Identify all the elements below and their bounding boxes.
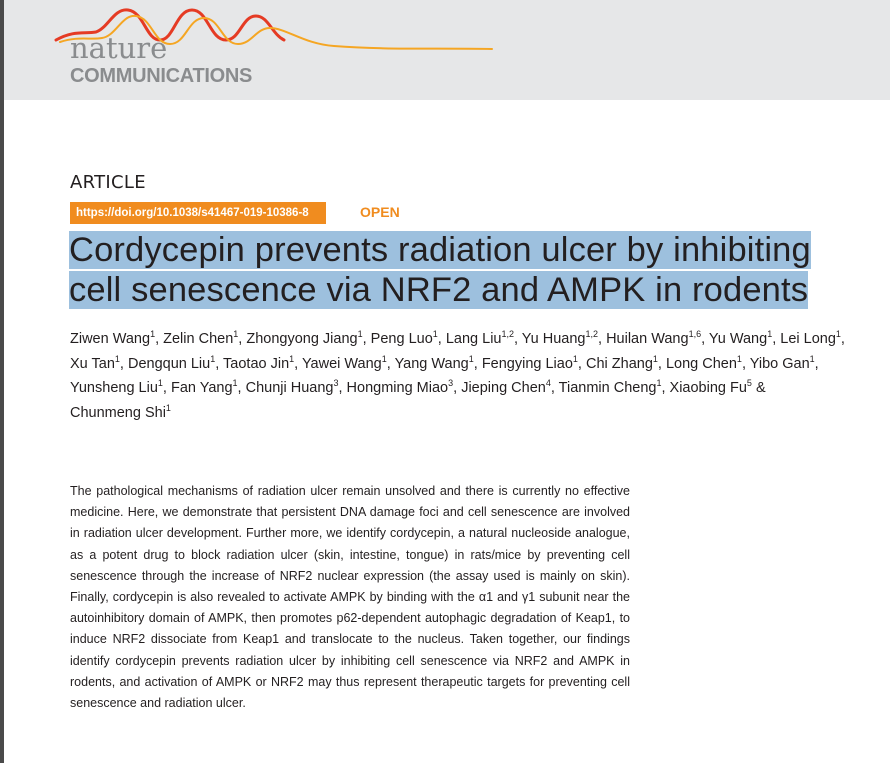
author-separator: , — [661, 380, 670, 396]
open-access-badge: OPEN — [360, 204, 400, 220]
author-name: Yu Huang — [521, 331, 586, 347]
author-affiliation: 1,2 — [501, 329, 514, 339]
author-separator: , — [338, 380, 347, 396]
author-affiliation: 1 — [157, 378, 163, 388]
author-name: Lang Liu — [445, 331, 502, 347]
author-affiliation: 5 — [746, 378, 752, 388]
author-name: Peng Luo — [370, 331, 433, 347]
author-entry — [522, 331, 598, 347]
author-name: Yawei Wang — [301, 355, 382, 372]
journal-masthead — [4, 0, 890, 100]
author-affiliation: 1 — [381, 353, 387, 364]
author-affiliation: 3 — [333, 378, 339, 388]
author-separator: , — [577, 355, 586, 372]
author-affiliation: 3 — [448, 378, 454, 388]
author-separator: , — [741, 355, 750, 372]
author-entry — [163, 331, 238, 347]
author-separator: , — [814, 355, 819, 372]
doi-link[interactable]: https://doi.org/10.1038/s41467-019-10386-8 — [70, 202, 326, 224]
author-affiliation: 1 — [114, 353, 120, 364]
author-entry — [481, 353, 578, 372]
author-affiliation: 4 — [545, 378, 551, 388]
author-entry — [70, 402, 171, 421]
author-separator: , — [386, 355, 395, 372]
author-name: Chunmeng Shi — [70, 404, 166, 421]
author-entry — [394, 353, 474, 372]
author-name: Taotao Jin — [223, 355, 290, 372]
author-name: Jieping Chen — [461, 380, 546, 396]
author-entry — [70, 353, 120, 372]
author-separator: , — [840, 331, 845, 347]
author-entry — [559, 380, 662, 396]
author-separator: & — [751, 380, 766, 396]
author-separator: , — [294, 355, 302, 372]
author-affiliation: 1 — [572, 353, 578, 364]
article-title[interactable] — [69, 230, 821, 310]
title-line-2[interactable]: cell senescence via NRF2 and AMPK in rodents — [69, 271, 809, 309]
author-affiliation: 1 — [232, 378, 238, 388]
title-line-1[interactable]: Cordycepin prevents radiation ulcer by inhibiting — [69, 231, 811, 269]
author-name: Zhongyong Jiang — [246, 331, 358, 347]
author-separator: , — [215, 355, 224, 372]
author-name: Yibo Gan — [749, 355, 810, 372]
author-entry — [461, 380, 551, 396]
author-separator: , — [437, 331, 446, 347]
author-separator: , — [238, 331, 247, 347]
author-entry — [127, 353, 216, 372]
author-affiliation: 1 — [809, 353, 815, 364]
author-affiliation: 1 — [652, 353, 658, 364]
author-name: Yang Wang — [394, 355, 469, 372]
author-entry — [585, 353, 658, 372]
author-name: Huilan Wang — [606, 331, 689, 347]
author-separator: , — [514, 331, 522, 347]
author-separator: , — [155, 331, 164, 347]
author-separator: , — [701, 331, 709, 347]
author-affiliation: 1 — [432, 329, 438, 339]
author-name: Lei Long — [780, 331, 836, 347]
author-entry — [171, 380, 238, 396]
author-separator: , — [657, 355, 666, 372]
author-name: Xu Tan — [70, 355, 115, 372]
author-name: Zelin Chen — [163, 331, 234, 347]
author-entry — [246, 331, 362, 347]
author-separator: , — [453, 380, 462, 396]
author-entry — [70, 380, 163, 396]
author-separator: , — [473, 355, 482, 372]
author-affiliation: 1,2 — [585, 329, 599, 339]
author-entry — [371, 331, 438, 347]
author-name: Tianmin Cheng — [558, 380, 657, 396]
abstract-text: The pathological mechanisms of radiation ulcer remain unsolved and there is currently no effective medicine. Here, we demonstrate that persistent DNA damage foci and cell senescence are involved in radiation ulcer development. Further more, we identify cordycepin, a natural nucleoside analogue, as a potent drug to block radiation ulcer (skin, intestine, tongue) in rats/mice by preventing cell senescence through the increase of NRF2 nuclear expression (the assay used is mainly on skin). Finally, cordycepin is also revealed to activate AMPK by binding with the α1 and γ1 subunit near the autoinhibitory domain of AMPK, then promotes p62-dependent autophagic degradation of Keap1, to induce NRF2 dissociate from Keap1 and translocate to the nucleus. Taken together, our findings identify cordycepin prevents radiation ulcer by inhibiting cell senescence via NRF2 and AMPK in rodents, and activation of AMPK or NRF2 may thus represent therapeutic targets for preventing cell senescence and radiation ulcer. — [70, 484, 630, 711]
author-separator: , — [362, 331, 371, 347]
author-name: Hongming Miao — [346, 380, 449, 396]
author-name: Dengqun Liu — [127, 355, 211, 372]
author-separator: , — [162, 380, 171, 396]
author-name: Fan Yang — [170, 380, 233, 396]
author-entry — [780, 331, 841, 347]
author-name: Fengying Liao — [481, 355, 573, 372]
author-affiliation: 1 — [835, 329, 841, 339]
article-type-label: ARTICLE — [70, 172, 146, 193]
author-entry — [70, 331, 155, 347]
author-affiliation: 1 — [656, 378, 662, 388]
author-affiliation: 1 — [736, 353, 742, 364]
author-name: Yu Wang — [708, 331, 768, 347]
author-entry — [670, 380, 752, 396]
author-affiliation: 1 — [210, 353, 216, 364]
author-name: Long Chen — [665, 355, 737, 372]
author-entry — [446, 331, 514, 347]
author-entry — [223, 353, 295, 372]
viewer-left-border — [0, 0, 4, 763]
author-entry — [709, 331, 772, 347]
journal-name-communications: COMMUNICATIONS — [70, 65, 253, 87]
author-name: Ziwen Wang — [70, 331, 151, 347]
author-entry — [606, 331, 701, 347]
author-name: Xiaobing Fu — [669, 380, 747, 396]
author-name: Chi Zhang — [585, 355, 653, 372]
author-affiliation: 1 — [233, 329, 239, 339]
author-name: Yunsheng Liu — [70, 380, 158, 396]
author-separator: , — [237, 380, 246, 396]
author-affiliation: 1,6 — [688, 329, 702, 339]
author-affiliation: 1 — [357, 329, 363, 339]
author-affiliation: 1 — [767, 329, 773, 339]
author-entry — [246, 380, 339, 396]
author-entry — [749, 353, 815, 372]
author-separator: , — [119, 355, 128, 372]
journal-name-nature: nature — [70, 31, 168, 65]
author-name: Chunji Huang — [245, 380, 334, 396]
author-separator: , — [772, 331, 781, 347]
author-affiliation: 1 — [289, 353, 295, 364]
author-entry — [301, 353, 387, 372]
author-affiliation: 1 — [150, 329, 156, 339]
author-list — [70, 327, 870, 425]
author-entry — [347, 380, 454, 396]
author-entry — [665, 353, 742, 372]
author-separator: , — [598, 331, 607, 347]
author-affiliation: 1 — [165, 402, 171, 413]
author-separator: , — [550, 380, 559, 396]
author-affiliation: 1 — [468, 353, 474, 364]
